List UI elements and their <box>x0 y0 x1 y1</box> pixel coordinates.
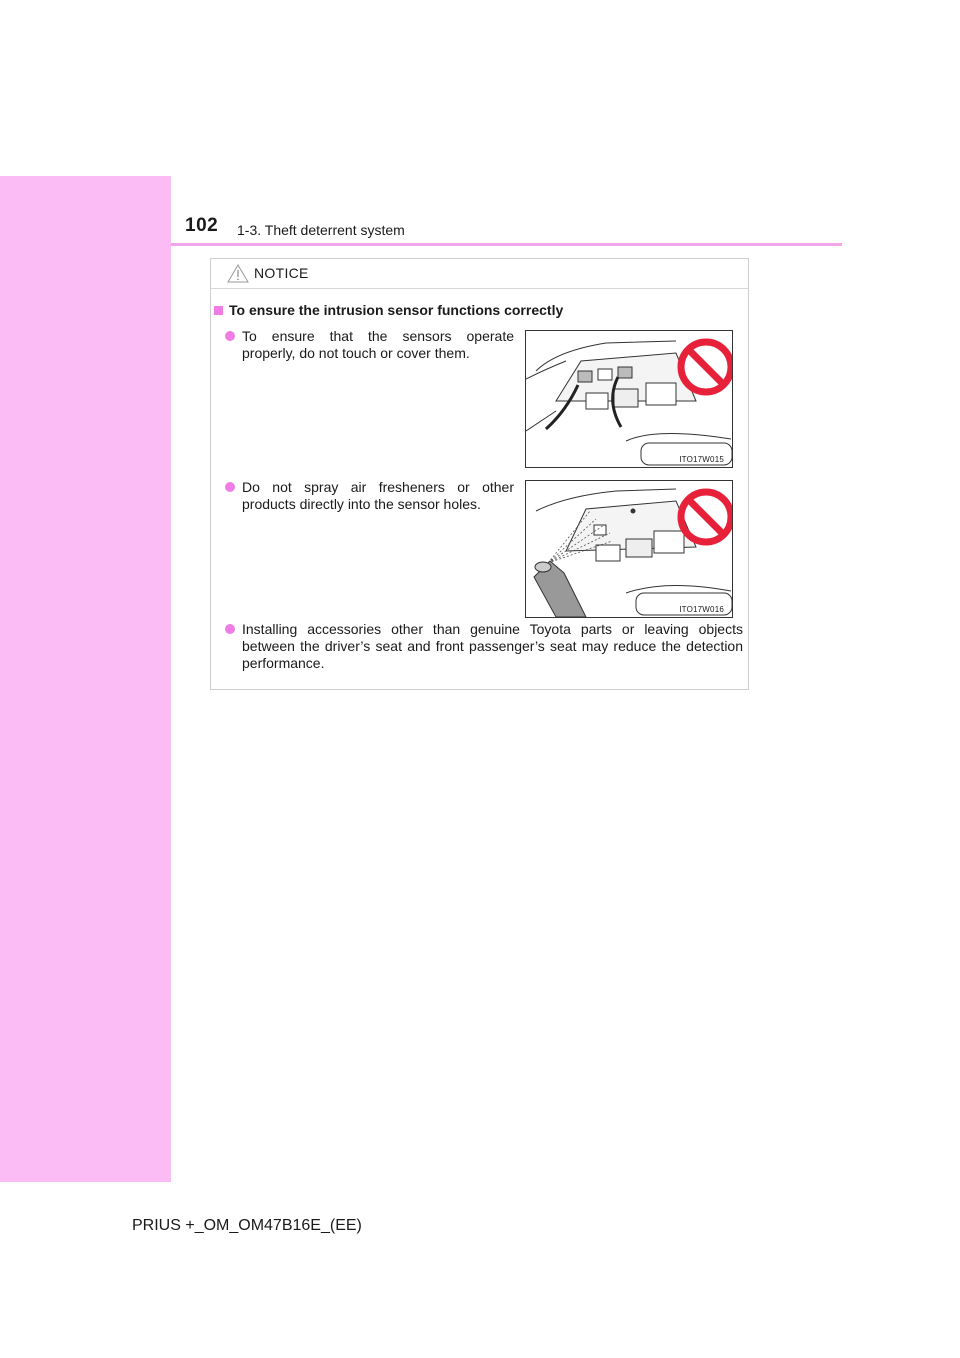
list-item <box>242 621 743 672</box>
square-bullet-icon <box>214 306 223 315</box>
bullet-text: To ensure that the sensors operate properly, do not touch or cover them. <box>242 328 514 361</box>
notice-heading-text: To ensure the intrusion sensor functions correctly <box>229 302 564 318</box>
illustration-code: ITO17W015 <box>679 455 724 464</box>
notice-header <box>211 259 748 289</box>
circle-bullet-icon <box>225 624 235 634</box>
prohibition-icon <box>676 337 733 397</box>
circle-bullet-icon <box>225 482 235 492</box>
notice-label: NOTICE <box>254 265 309 281</box>
page-number: 102 <box>185 215 219 236</box>
list-item <box>242 328 514 362</box>
footer-doc-code: PRIUS +_OM_OM47B16E_(EE) <box>132 1217 362 1234</box>
notice-box <box>210 258 749 690</box>
list-item <box>242 479 514 513</box>
warning-triangle-icon <box>227 264 249 283</box>
prohibition-icon <box>676 487 733 547</box>
notice-heading <box>211 302 563 318</box>
bullet-text: Do not spray air fresheners or other products directly into the sensor holes. <box>242 479 514 512</box>
side-color-band <box>0 176 171 1182</box>
illustration-code: ITO17W016 <box>679 605 724 614</box>
illustration-spray <box>525 480 733 618</box>
bullet-text: Installing accessories other than genuine Toyota parts or leaving objects between the driver’s seat and front passenger’s seat may reduce the detection performance. <box>242 621 743 671</box>
circle-bullet-icon <box>225 331 235 341</box>
header-rule <box>171 243 842 246</box>
section-title: 1-3. Theft deterrent system <box>237 222 405 238</box>
illustration-sensor-touch <box>525 330 733 468</box>
